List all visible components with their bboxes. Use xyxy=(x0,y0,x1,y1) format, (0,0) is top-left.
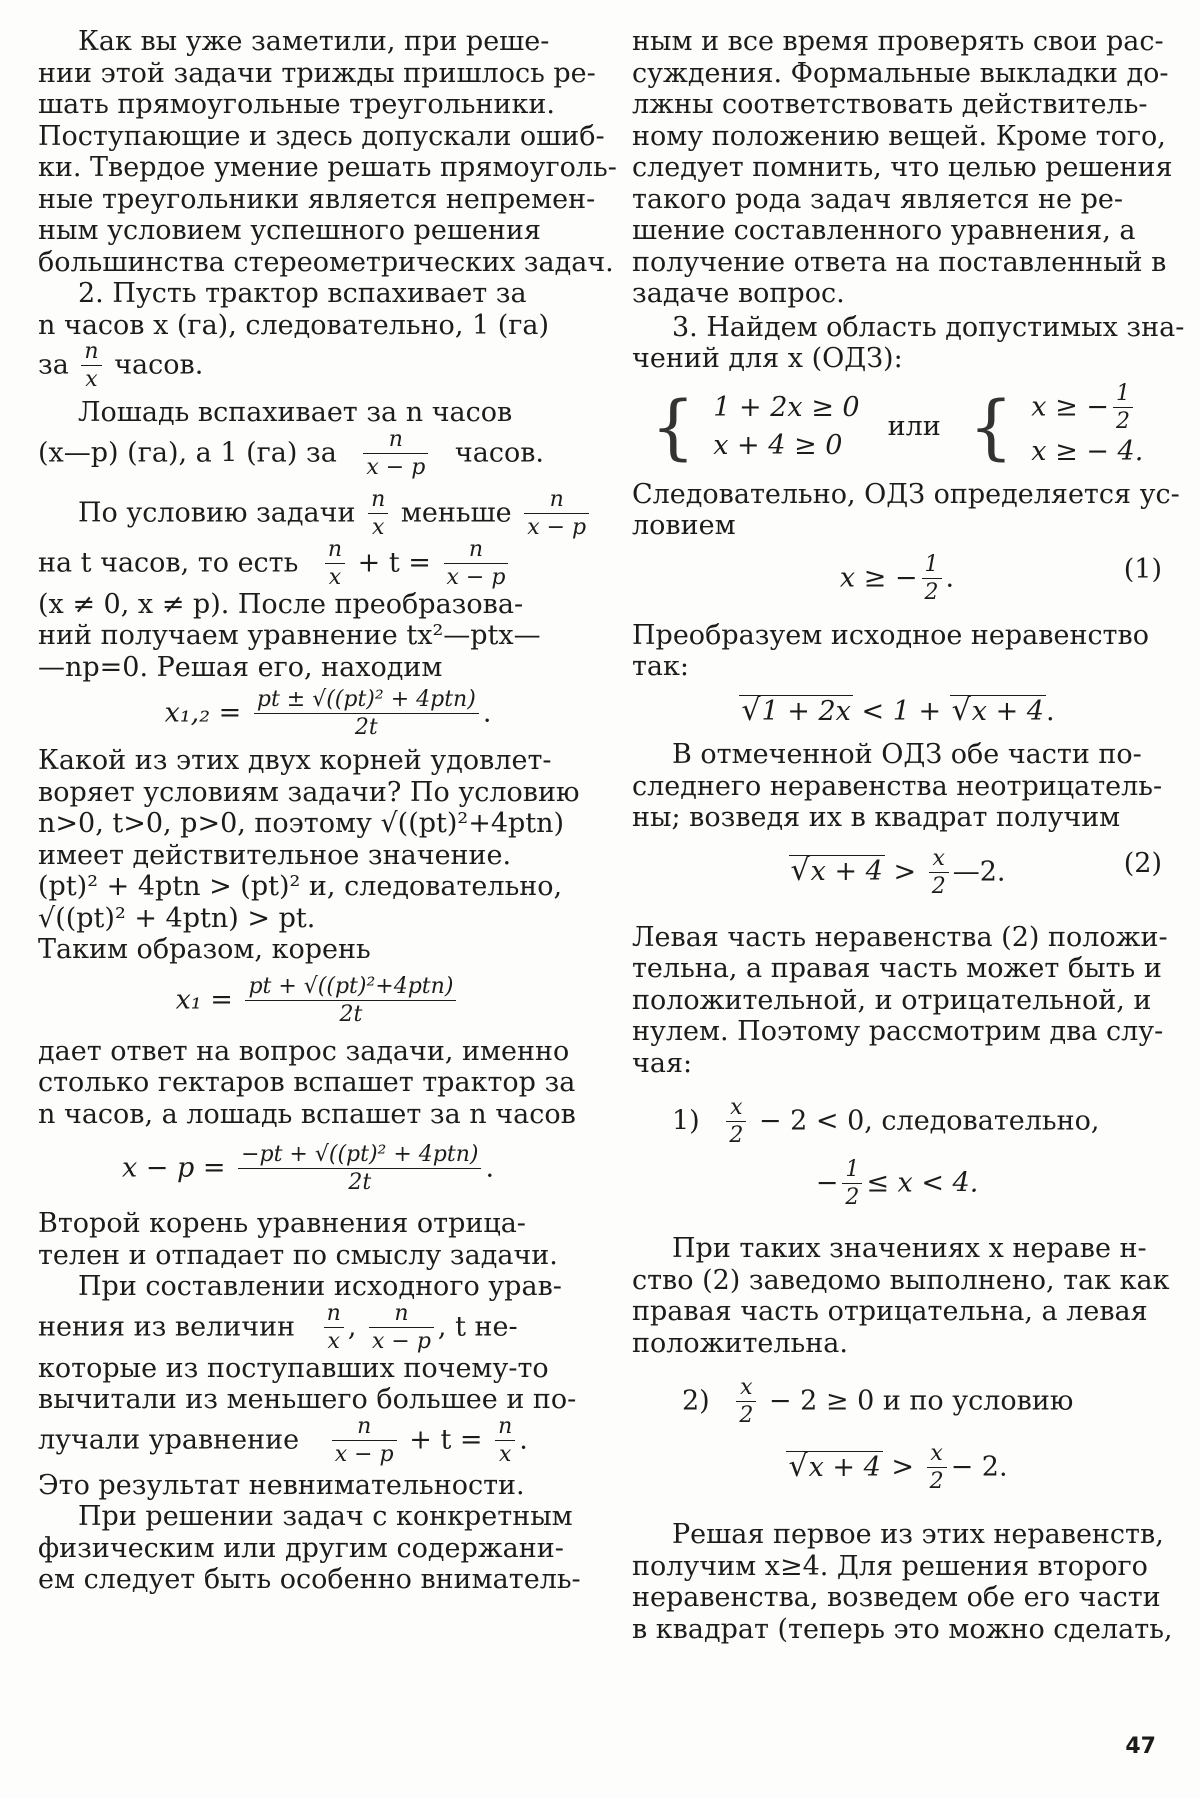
paragraph-mistake: При составлении исходного урав- нения из величин $\frac{n}{x}$ , $\frac{n}{x - p}$ , t не- которые из поступавших почему-то вычитали из меньшего большее и по- лучали уравнение $\frac{n}{x - p}$ + t = $\frac{n}{x}$ . xyxy=(38,1271,577,1467)
text-line: n часов, а лошадь вспашет за n часов xyxy=(38,1098,576,1130)
text-line: n>0, t>0, p>0, поэтому √((pt)²+4ptn) xyxy=(38,808,565,839)
text-line: имеет действительное значение. xyxy=(38,839,512,871)
paragraph-horse: Лошадь вспахивает за n часов (x—p) (га), а 1 (га) за $\frac{n}{x - p}$ часов. xyxy=(38,397,545,480)
case-2: 2) $\frac{x}{2}$ − 2 ≥ 0 и по условию xyxy=(682,1375,1074,1428)
text-line: правая часть отрицательна, а левая xyxy=(632,1296,1148,1327)
text-line: дает ответ на вопрос задачи, именно xyxy=(38,1035,570,1067)
paragraph-condition: По условию задачи $\frac{n}{x}$ меньше $\frac{n}{x - p}$ на t часов, то есть $\frac{n}{x}$ + t = $\frac{n}{x - p}$ xyxy=(38,489,558,589)
text-line: ловием xyxy=(632,510,736,541)
paragraph-problem-3 xyxy=(632,311,1185,375)
text-line: чений для x (ОДЗ): xyxy=(632,343,903,374)
paragraph xyxy=(632,1519,1173,1645)
text-line: следует помнить, что целью решения xyxy=(632,152,1173,183)
text-line: Второй корень уравнения отрица- xyxy=(38,1208,526,1239)
paragraph xyxy=(632,1233,1170,1359)
text-line: ем следует быть особенно вниматель- xyxy=(38,1564,581,1595)
text-line: нулем. Поэтому рассмотрим два слу- xyxy=(632,1016,1164,1047)
paragraph xyxy=(38,589,558,684)
paragraph xyxy=(632,921,1168,1080)
equation-1: x ≥ − $\frac{1}{2}$ . (1) xyxy=(839,551,1162,605)
paragraph xyxy=(632,620,1162,683)
equation-x1: x₁ = $\frac{\text{pt + √((pt)²+4ptn)}}{2t}$ xyxy=(78,976,558,1026)
text-line: 3. Найдем область допустимых зна- xyxy=(672,311,1185,343)
paragraph xyxy=(38,26,617,278)
text-line: Следовательно, ОДЗ определяется ус- xyxy=(632,478,1180,510)
text-line: ному положению вещей. Кроме того, xyxy=(632,120,1166,152)
text-line: Какой из этих двух корней удовлет- xyxy=(38,745,552,776)
text-line: Решая первое из этих неравенств, xyxy=(672,1519,1164,1550)
text-line: нии этой задачи трижды пришлось ре- xyxy=(38,57,596,89)
text-line: чая: xyxy=(632,1047,693,1079)
text-line: лжны соответствовать действитель- xyxy=(632,89,1148,120)
text-line: так: xyxy=(632,651,690,682)
text-line: получение ответа на поставленный в xyxy=(632,246,1167,278)
equation-x-minus-p: x − p = $\frac{\text{−pt + √((pt)² + 4ptn)}}{2t}$ . xyxy=(121,1142,495,1195)
text-line: При решении задач с конкретным xyxy=(78,1501,573,1532)
text-line: такого рода задач является не ре- xyxy=(632,183,1123,215)
right-column xyxy=(632,26,1185,1645)
text-line: суждения. Формальные выкладки до- xyxy=(632,57,1169,89)
fraction-n-over-x-minus-p: $\frac{n}{x - p}$ xyxy=(363,429,428,479)
paragraph xyxy=(38,745,580,966)
text-line: столько гектаров вспашет трактор за xyxy=(38,1067,576,1098)
text-line: Как вы уже заметили, при реше- xyxy=(78,26,550,57)
text-line: получим x≥4. Для решения второго xyxy=(632,1550,1148,1582)
paragraph-problem-2: 2. Пусть трактор вспахивает за n часов x (га), следовательно, 1 (га) за $\frac{n}{x}$ часов. xyxy=(38,278,550,392)
text-line: шать прямоугольные треугольники. xyxy=(38,89,555,120)
text-line: Левая часть неравенства (2) положи- xyxy=(632,921,1168,953)
left-column xyxy=(38,26,617,1596)
text-line: (x ≠ 0, x ≠ p). После преобразова- xyxy=(38,588,524,620)
text-line: ным и все время проверять свои рас- xyxy=(632,26,1164,57)
inequality-system: { 1 + 2x ≥ 0 x + 4 ≥ 0 или { x ≥ − $\frac{1}{2}$ x ≥ − 4. xyxy=(650,380,1144,468)
text-line: В отмеченной ОДЗ обе части по- xyxy=(672,739,1142,770)
text-line: шение составленного уравнения, а xyxy=(632,215,1136,246)
text-line: положительной, и отрицательной, и xyxy=(632,984,1152,1016)
text-line: в квадрат (теперь это можно сделать, xyxy=(632,1613,1173,1645)
equation-roots: x₁,₂ = $\frac{\text{pt ± √((pt)² + 4ptn)}}{2t}$ . xyxy=(164,687,492,740)
paragraph xyxy=(38,1208,558,1271)
text-line: (pt)² + 4ptn > (pt)² и, следовательно, xyxy=(38,871,563,902)
equation-sqrt: √ 1 + 2x < 1 + √ x + 4. xyxy=(632,695,1162,728)
text-line: следнего неравенства неотрицатель- xyxy=(632,770,1163,802)
text-line: ки. Твердое умение решать прямоуголь- xyxy=(38,152,617,183)
text-line: √((pt)² + 4ptn) > pt. xyxy=(38,902,316,934)
text-line: ны; возведя их в квадрат получим xyxy=(632,802,1121,833)
paragraph xyxy=(632,478,1180,542)
text-line: ство (2) заведомо выполнено, так как xyxy=(632,1264,1170,1296)
equation-2: √ x + 4 > $\frac{x}{2}$ —2. (2) xyxy=(632,848,1162,898)
paragraph xyxy=(632,739,1162,834)
text-line: Преобразуем исходное неравенство xyxy=(632,619,1149,651)
text-line: физическим или другим содержани- xyxy=(38,1532,564,1564)
fraction-n-over-x: $\frac{n}{x}$ xyxy=(81,341,101,391)
text-line: задаче вопрос. xyxy=(632,278,845,309)
text-line: При таких значениях x нераве н- xyxy=(672,1233,1147,1264)
text-line: тельна, а правая часть может быть и xyxy=(632,953,1162,984)
text-line: ные треугольники является непремен- xyxy=(38,183,596,215)
paragraph xyxy=(38,1501,581,1596)
text-line: Поступающие и здесь допускали ошиб- xyxy=(38,120,605,152)
text-line: большинства стереометрических задач. xyxy=(38,246,614,278)
paragraph xyxy=(38,1035,576,1131)
text-line: положительна. xyxy=(632,1327,848,1359)
text-line: Таким образом, корень xyxy=(38,934,371,965)
text-line: ний получаем уравнение tx²—ptx— xyxy=(38,620,541,651)
text-line: —np=0. Решая его, находим xyxy=(38,651,443,683)
paragraph xyxy=(632,26,1173,310)
text-line: воряет условиям задачи? По условию xyxy=(38,776,580,808)
case-1-range: − $\frac{1}{2}$ ≤ x < 4. xyxy=(815,1157,979,1210)
page-number: 47 xyxy=(1125,1733,1156,1759)
text-line: телен и отпадает по смыслу задачи. xyxy=(38,1239,558,1271)
case-1: 1) $\frac{x}{2}$ − 2 < 0, следовательно, xyxy=(672,1095,1100,1148)
text-line: ным условием успешного решения xyxy=(38,215,541,246)
text-line: неравенства, возведем обе его части xyxy=(632,1582,1161,1613)
paragraph: Это результат невнимательности. xyxy=(38,1469,525,1501)
equation-sqrt-2: √ x + 4 > $\frac{x}{2}$ − 2. xyxy=(632,1443,1162,1493)
